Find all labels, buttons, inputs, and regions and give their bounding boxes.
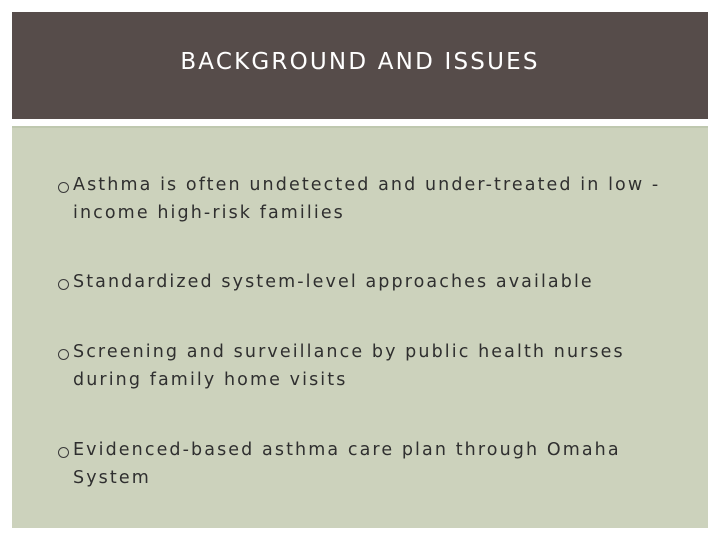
bullet-item xyxy=(58,176,698,227)
bullet-text: Screening and surveillance by public health nurses during family home visits xyxy=(73,342,625,390)
hollow-circle-bullet-icon xyxy=(58,349,69,360)
bullet-text: Standardized system-level approaches available xyxy=(73,272,594,292)
bullet-item xyxy=(58,273,698,296)
hollow-circle-bullet-icon xyxy=(58,279,69,290)
bullet-text: Evidenced-based asthma care plan through Omaha System xyxy=(73,440,621,488)
bullet-item xyxy=(58,441,698,492)
hollow-circle-bullet-icon xyxy=(58,182,69,193)
bullet-item xyxy=(58,343,698,394)
hollow-circle-bullet-icon xyxy=(58,447,69,458)
slide-content xyxy=(12,126,708,528)
bullet-text: Asthma is often undetected and under-treated in low -income high-risk families xyxy=(73,175,661,223)
slide-header xyxy=(12,12,708,119)
slide-title: BACKGROUND AND ISSUES xyxy=(180,48,540,75)
